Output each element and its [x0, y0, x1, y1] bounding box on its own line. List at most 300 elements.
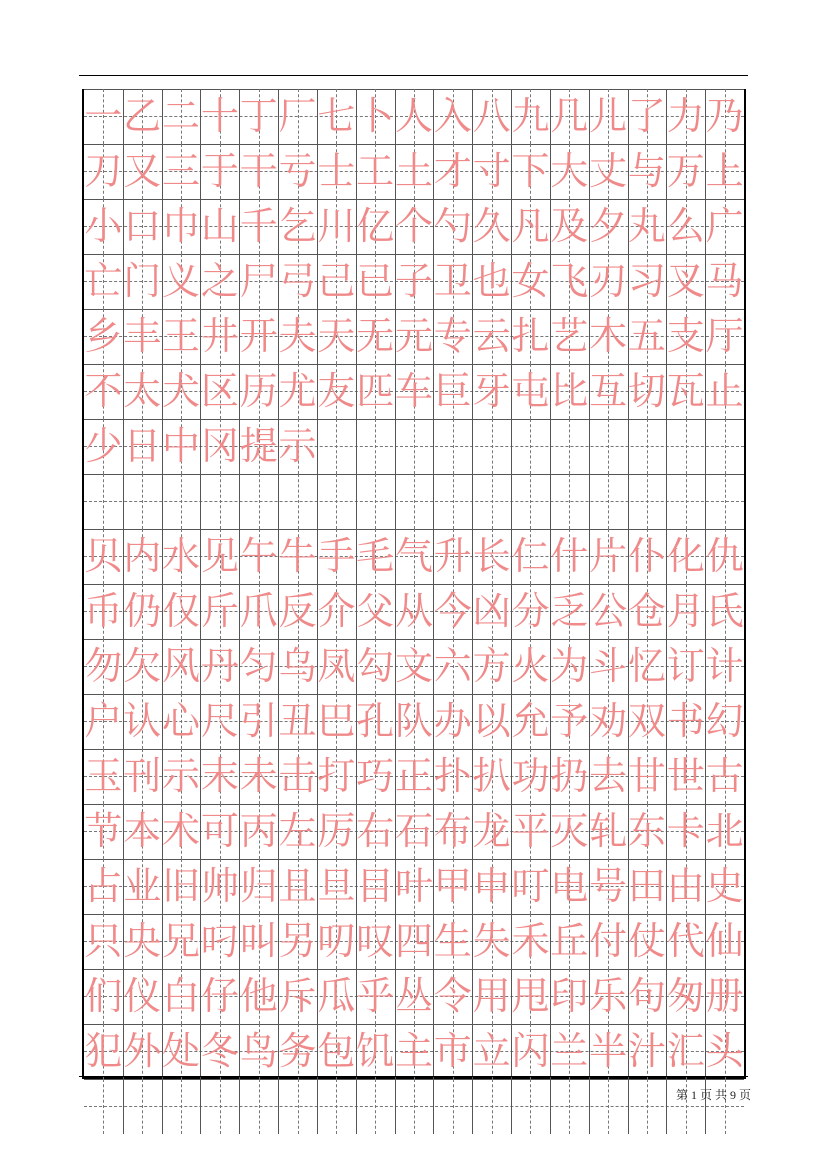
practice-character: 元 [394, 314, 433, 358]
practice-character: 尺 [200, 699, 239, 743]
practice-character: 为 [550, 644, 589, 688]
practice-character: 月 [666, 589, 705, 633]
practice-character: 习 [627, 259, 666, 303]
grid-vertical-line [356, 1079, 357, 1134]
practice-character: 禾 [511, 919, 550, 963]
practice-character: 丁 [239, 94, 278, 138]
grid-vertical-line [298, 474, 299, 529]
practice-row [84, 859, 744, 914]
practice-character: 书 [666, 699, 705, 743]
practice-character: 己 [317, 259, 356, 303]
practice-character: 予 [550, 699, 589, 743]
practice-character: 仗 [627, 919, 666, 963]
grid-vertical-line [589, 474, 590, 529]
practice-character: 打 [317, 754, 356, 798]
practice-character: 爪 [239, 589, 278, 633]
practice-character: 冈 [200, 424, 239, 468]
practice-character: 丸 [627, 204, 666, 248]
practice-character: 未 [239, 754, 278, 798]
practice-character: 乡 [84, 314, 123, 358]
practice-character: 艺 [550, 314, 589, 358]
practice-character: 匹 [356, 369, 395, 413]
practice-row [84, 584, 744, 639]
grid-vertical-line [550, 474, 551, 529]
practice-character: 正 [394, 754, 433, 798]
grid-vertical-line [142, 1079, 143, 1134]
practice-character: 千 [239, 204, 278, 248]
practice-character: 天 [317, 314, 356, 358]
practice-character: 北 [705, 809, 744, 853]
grid-vertical-line [433, 474, 434, 529]
practice-row [84, 1024, 744, 1079]
practice-character: 刊 [123, 754, 162, 798]
practice-row [84, 694, 744, 749]
practice-character: 功 [511, 754, 550, 798]
practice-character: 巾 [162, 204, 201, 248]
grid-vertical-line [336, 1079, 337, 1134]
practice-character: 比 [550, 369, 589, 413]
practice-character: 汁 [627, 1029, 666, 1073]
grid-vertical-line [414, 419, 415, 474]
grid-vertical-line [356, 474, 357, 529]
practice-character: 介 [317, 589, 356, 633]
practice-character: 鸟 [239, 1029, 278, 1073]
grid-vertical-line [278, 474, 279, 529]
practice-character: 孔 [356, 699, 395, 743]
practice-character: 外 [123, 1029, 162, 1073]
grid-vertical-line [608, 1079, 609, 1134]
grid-vertical-line [162, 474, 163, 529]
grid-vertical-line [647, 474, 648, 529]
grid-vertical-line [492, 1079, 493, 1134]
grid-vertical-line [686, 419, 687, 474]
grid-vertical-line [259, 1079, 260, 1134]
practice-character: 上 [705, 149, 744, 193]
grid-vertical-line [200, 1079, 201, 1134]
grid-vertical-line [433, 1079, 434, 1134]
practice-character: 汇 [666, 1029, 705, 1073]
practice-character: 仙 [705, 919, 744, 963]
practice-character: 凶 [472, 589, 511, 633]
practice-character: 九 [511, 94, 550, 138]
practice-character: 引 [239, 699, 278, 743]
practice-character: 占 [84, 864, 123, 908]
practice-character: 历 [239, 369, 278, 413]
practice-character: 四 [394, 919, 433, 963]
grid-vertical-line [103, 1079, 104, 1134]
practice-character: 文 [394, 644, 433, 688]
practice-character: 巨 [433, 369, 472, 413]
practice-character: 日 [123, 424, 162, 468]
practice-character: 亿 [356, 204, 395, 248]
grid-vertical-line [647, 1079, 648, 1134]
practice-character: 申 [472, 864, 511, 908]
practice-character: 王 [162, 314, 201, 358]
grid-vertical-line [317, 474, 318, 529]
practice-character: 区 [200, 369, 239, 413]
practice-row [84, 639, 744, 694]
practice-character: 丰 [123, 314, 162, 358]
practice-character: 尤 [278, 369, 317, 413]
practice-character: 瓦 [666, 369, 705, 413]
practice-character: 叉 [666, 259, 705, 303]
grid-vertical-line [569, 1079, 570, 1134]
grid-vertical-line [589, 1079, 590, 1134]
practice-row [84, 969, 744, 1024]
practice-character: 劝 [589, 699, 628, 743]
grid-vertical-line [589, 419, 590, 474]
tian-grid-sheet [82, 89, 746, 1079]
grid-vertical-line [181, 1079, 182, 1134]
practice-character: 立 [472, 1029, 511, 1073]
grid-vertical-line [530, 419, 531, 474]
grid-vertical-line [220, 474, 221, 529]
practice-character: 丙 [239, 809, 278, 853]
practice-character: 主 [394, 1029, 433, 1073]
practice-character: 付 [589, 919, 628, 963]
practice-character: 凡 [511, 204, 550, 248]
grid-vertical-line [628, 474, 629, 529]
practice-character: 友 [317, 369, 356, 413]
grid-vertical-line [530, 1079, 531, 1134]
practice-character: 犬 [162, 369, 201, 413]
practice-character: 风 [162, 644, 201, 688]
practice-character: 订 [666, 644, 705, 688]
practice-character: 闪 [511, 1029, 550, 1073]
practice-character: 扑 [433, 754, 472, 798]
practice-character: 止 [705, 369, 744, 413]
grid-vertical-line [395, 474, 396, 529]
practice-character: 刃 [589, 259, 628, 303]
grid-vertical-line [569, 474, 570, 529]
practice-character: 切 [627, 369, 666, 413]
practice-character: 内 [123, 534, 162, 578]
practice-character: 牙 [472, 369, 511, 413]
practice-character: 示 [162, 754, 201, 798]
practice-character: 口 [123, 204, 162, 248]
practice-character: 田 [627, 864, 666, 908]
practice-character: 义 [162, 259, 201, 303]
grid-vertical-line [395, 1079, 396, 1134]
practice-character: 末 [200, 754, 239, 798]
practice-character: 世 [666, 754, 705, 798]
practice-character: 匆 [666, 974, 705, 1018]
grid-vertical-line [666, 474, 667, 529]
grid-vertical-line [666, 419, 667, 474]
practice-character: 丈 [589, 149, 628, 193]
practice-character: 丛 [394, 974, 433, 1018]
practice-character: 白 [162, 974, 201, 1018]
grid-vertical-line [705, 419, 706, 474]
practice-character: 片 [589, 534, 628, 578]
practice-character: 仔 [200, 974, 239, 1018]
practice-character: 八 [472, 94, 511, 138]
grid-vertical-line [375, 419, 376, 474]
practice-character: 仇 [705, 534, 744, 578]
practice-character: 才 [433, 149, 472, 193]
practice-row [84, 804, 744, 859]
practice-character: 央 [123, 919, 162, 963]
grid-vertical-line [433, 419, 434, 474]
practice-character: 方 [472, 644, 511, 688]
grid-vertical-line [492, 474, 493, 529]
practice-character: 十 [200, 94, 239, 138]
practice-character: 叫 [239, 919, 278, 963]
grid-vertical-line [375, 1079, 376, 1134]
practice-character: 卡 [666, 809, 705, 853]
practice-character: 少 [84, 424, 123, 468]
practice-character: 大 [550, 149, 589, 193]
practice-character: 气 [394, 534, 433, 578]
practice-character: 儿 [589, 94, 628, 138]
practice-character: 久 [472, 204, 511, 248]
practice-character: 及 [550, 204, 589, 248]
grid-vertical-line [220, 1079, 221, 1134]
practice-character: 万 [666, 149, 705, 193]
practice-character: 们 [84, 974, 123, 1018]
grid-vertical-line [375, 474, 376, 529]
practice-character: 反 [278, 589, 317, 633]
practice-character: 认 [123, 699, 162, 743]
practice-character: 卜 [356, 94, 395, 138]
practice-character: 斤 [200, 589, 239, 633]
practice-character: 句 [627, 974, 666, 1018]
grid-vertical-line [123, 474, 124, 529]
practice-character: 冬 [200, 1029, 239, 1073]
practice-row [84, 474, 744, 529]
practice-character: 去 [589, 754, 628, 798]
practice-character: 已 [356, 259, 395, 303]
practice-character: 也 [472, 259, 511, 303]
practice-character: 仪 [123, 974, 162, 1018]
grid-vertical-line [550, 419, 551, 474]
practice-character: 玉 [84, 754, 123, 798]
grid-vertical-line [453, 1079, 454, 1134]
practice-character: 专 [433, 314, 472, 358]
grid-vertical-line [103, 474, 104, 529]
practice-character: 么 [666, 204, 705, 248]
practice-row [84, 914, 744, 969]
practice-character: 长 [472, 534, 511, 578]
practice-character: 于 [200, 149, 239, 193]
grid-vertical-line [414, 1079, 415, 1134]
practice-character: 土 [394, 149, 433, 193]
practice-character: 巴 [317, 699, 356, 743]
practice-character: 女 [511, 259, 550, 303]
grid-vertical-line [686, 474, 687, 529]
practice-character: 示 [278, 424, 317, 468]
practice-character: 无 [356, 314, 395, 358]
practice-character: 乏 [550, 589, 589, 633]
practice-character: 市 [433, 1029, 472, 1073]
practice-character: 瓜 [317, 974, 356, 1018]
practice-character: 布 [433, 809, 472, 853]
practice-character: 左 [278, 809, 317, 853]
grid-vertical-line [472, 1079, 473, 1134]
practice-character: 仁 [511, 534, 550, 578]
practice-character: 叶 [394, 864, 433, 908]
practice-character: 亡 [84, 259, 123, 303]
practice-character: 印 [550, 974, 589, 1018]
practice-character: 干 [239, 149, 278, 193]
practice-character: 务 [278, 1029, 317, 1073]
practice-character: 斥 [278, 974, 317, 1018]
practice-character: 与 [627, 149, 666, 193]
practice-character: 幻 [705, 699, 744, 743]
practice-character: 币 [84, 589, 123, 633]
practice-character: 卫 [433, 259, 472, 303]
practice-character: 旧 [162, 864, 201, 908]
grid-vertical-line [705, 474, 706, 529]
practice-character: 另 [278, 919, 317, 963]
practice-character: 一 [84, 94, 123, 138]
practice-character: 仓 [627, 589, 666, 633]
grid-vertical-line [336, 419, 337, 474]
practice-character: 扎 [511, 314, 550, 358]
practice-character: 由 [666, 864, 705, 908]
practice-character: 飞 [550, 259, 589, 303]
practice-character: 川 [317, 204, 356, 248]
practice-character: 甲 [433, 864, 472, 908]
practice-character: 寸 [472, 149, 511, 193]
practice-character: 计 [705, 644, 744, 688]
practice-character: 入 [433, 94, 472, 138]
grid-vertical-line [200, 474, 201, 529]
practice-character: 业 [123, 864, 162, 908]
practice-character: 术 [162, 809, 201, 853]
practice-character: 欠 [123, 644, 162, 688]
practice-character: 午 [239, 534, 278, 578]
practice-character: 扔 [550, 754, 589, 798]
grid-vertical-line [278, 1079, 279, 1134]
grid-vertical-line [317, 1079, 318, 1134]
practice-row [84, 199, 744, 254]
grid-vertical-line [472, 419, 473, 474]
practice-character: 可 [200, 809, 239, 853]
practice-character: 仆 [627, 534, 666, 578]
practice-character: 代 [666, 919, 705, 963]
practice-character: 力 [666, 94, 705, 138]
practice-character: 双 [627, 699, 666, 743]
grid-vertical-line [239, 474, 240, 529]
practice-character: 兄 [162, 919, 201, 963]
practice-character: 又 [123, 149, 162, 193]
grid-vertical-line [472, 474, 473, 529]
practice-row [84, 364, 744, 419]
practice-character: 之 [200, 259, 239, 303]
grid-vertical-line [162, 1079, 163, 1134]
practice-character: 兰 [550, 1029, 589, 1073]
grid-vertical-line [628, 1079, 629, 1134]
practice-character: 丹 [200, 644, 239, 688]
practice-character: 支 [666, 314, 705, 358]
practice-character: 厂 [278, 94, 317, 138]
practice-row [84, 254, 744, 309]
practice-character: 互 [589, 369, 628, 413]
page-number: 第 1 页 共 9 页 [676, 1088, 752, 1102]
practice-character: 乞 [278, 204, 317, 248]
practice-character: 犯 [84, 1029, 123, 1073]
grid-vertical-line [569, 419, 570, 474]
practice-row [84, 419, 744, 474]
grid-vertical-line [608, 419, 609, 474]
practice-character: 牛 [278, 534, 317, 578]
grid-vertical-line [395, 419, 396, 474]
practice-character: 广 [705, 204, 744, 248]
practice-character: 本 [123, 809, 162, 853]
practice-character: 目 [356, 864, 395, 908]
practice-character: 乐 [589, 974, 628, 1018]
grid-vertical-line [259, 474, 260, 529]
practice-character: 不 [84, 369, 123, 413]
practice-character: 饥 [356, 1029, 395, 1073]
practice-character: 处 [162, 1029, 201, 1073]
practice-character: 井 [200, 314, 239, 358]
practice-character: 石 [394, 809, 433, 853]
practice-character: 甘 [627, 754, 666, 798]
grid-vertical-line [239, 1079, 240, 1134]
practice-character: 叼 [200, 919, 239, 963]
practice-character: 丘 [550, 919, 589, 963]
practice-character: 帅 [200, 864, 239, 908]
practice-character: 毛 [356, 534, 395, 578]
practice-character: 以 [472, 699, 511, 743]
practice-character: 从 [394, 589, 433, 633]
practice-character: 令 [433, 974, 472, 1018]
practice-character: 叨 [317, 919, 356, 963]
practice-character: 头 [705, 1029, 744, 1073]
practice-character: 失 [472, 919, 511, 963]
practice-character: 击 [278, 754, 317, 798]
practice-character: 户 [84, 699, 123, 743]
practice-character: 乎 [356, 974, 395, 1018]
practice-character: 允 [511, 699, 550, 743]
practice-character: 下 [511, 149, 550, 193]
practice-character: 灭 [550, 809, 589, 853]
practice-character: 什 [550, 534, 589, 578]
practice-character: 他 [239, 974, 278, 1018]
practice-character: 六 [433, 644, 472, 688]
practice-character: 包 [317, 1029, 356, 1073]
practice-character: 节 [84, 809, 123, 853]
practice-character: 东 [627, 809, 666, 853]
practice-character: 马 [705, 259, 744, 303]
practice-character: 三 [162, 149, 201, 193]
practice-character: 用 [472, 974, 511, 1018]
practice-character: 只 [84, 919, 123, 963]
practice-row [84, 529, 744, 584]
practice-character: 车 [394, 369, 433, 413]
grid-vertical-line [725, 474, 726, 529]
practice-character: 旦 [317, 864, 356, 908]
practice-character: 甩 [511, 974, 550, 1018]
practice-character: 提 [239, 424, 278, 468]
grid-vertical-line [511, 419, 512, 474]
practice-character: 二 [162, 94, 201, 138]
practice-character: 勾 [356, 644, 395, 688]
practice-row [84, 89, 744, 144]
grid-vertical-line [181, 474, 182, 529]
practice-character: 开 [239, 314, 278, 358]
practice-character: 贝 [84, 534, 123, 578]
practice-character: 匀 [239, 644, 278, 688]
practice-character: 小 [84, 204, 123, 248]
practice-character: 弓 [278, 259, 317, 303]
practice-character: 勺 [433, 204, 472, 248]
grid-vertical-line [511, 474, 512, 529]
practice-character: 化 [666, 534, 705, 578]
practice-character: 电 [550, 864, 589, 908]
